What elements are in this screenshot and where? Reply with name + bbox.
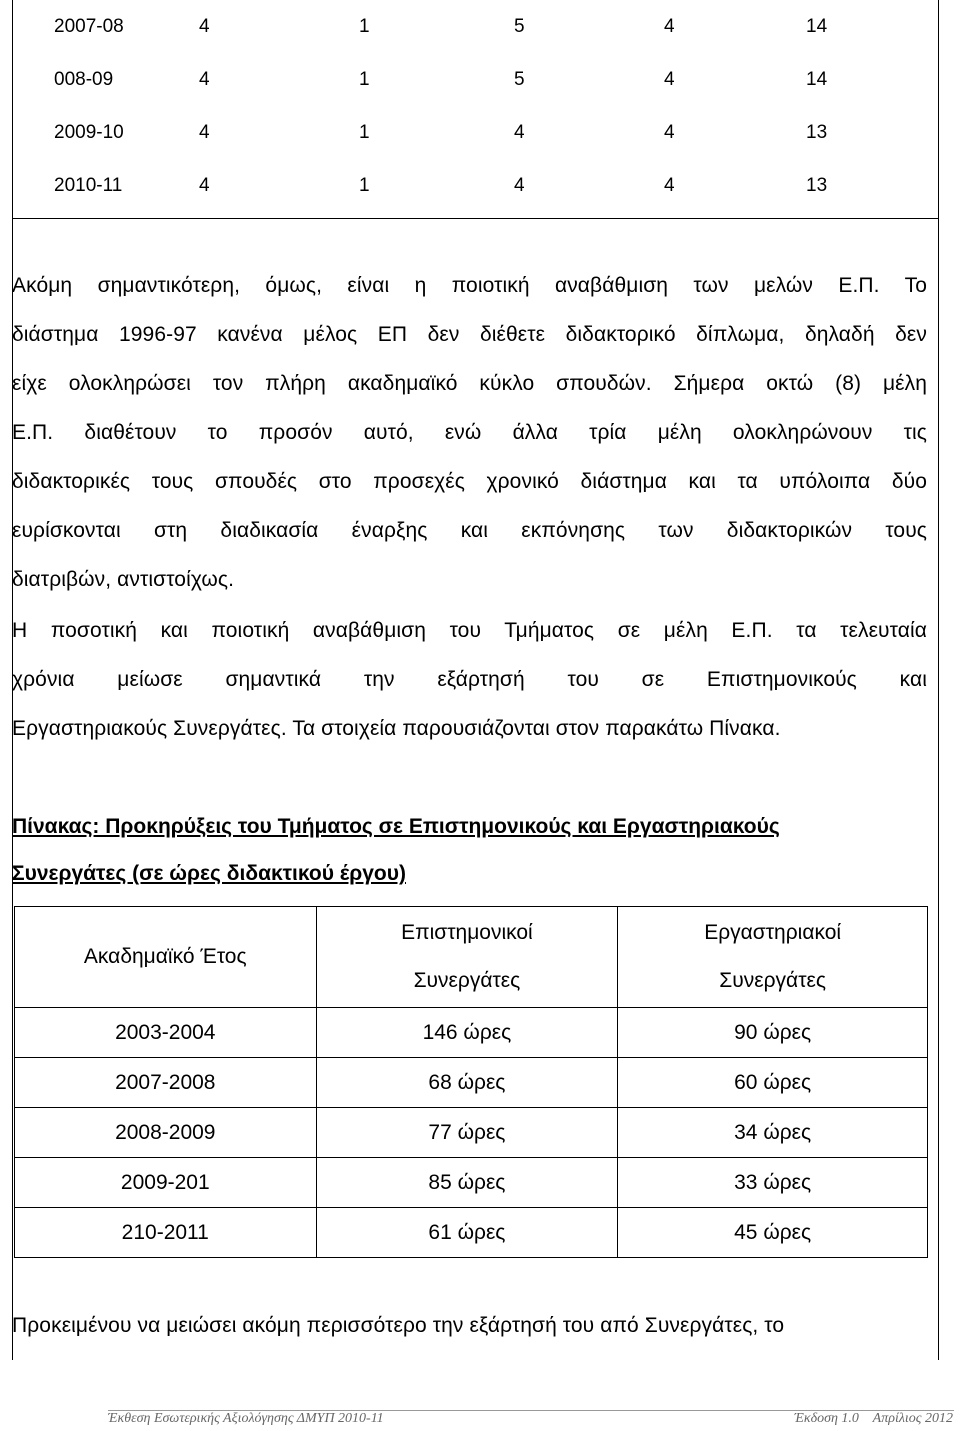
scientific-hours-cell: 77 ώρες <box>316 1108 618 1158</box>
lab-hours-cell: 34 ώρες <box>618 1108 928 1158</box>
table-cell: 4 <box>664 68 675 90</box>
year-cell: 2009-201 <box>15 1158 317 1208</box>
table-cell: 4 <box>514 174 525 196</box>
header-scientific-collaborators: Επιστημονικοί Συνεργάτες <box>316 907 618 1008</box>
paragraph-line: Εργαστηριακούς Συνεργάτες. Τα στοιχεία παρουσιάζονται στον παρακάτω Πίνακα. <box>12 717 781 740</box>
table-cell: 13 <box>806 174 828 196</box>
table-row <box>15 1008 928 1058</box>
table-row <box>12 159 938 212</box>
table-cell: 4 <box>199 15 210 37</box>
caption-line: Συνεργάτες (σε ώρες διδακτικού έργου) <box>12 862 406 885</box>
top-table-continuation <box>12 0 938 212</box>
paragraph-line: διάστημα 1996-97 κανένα μέλος ΕΠ δεν διέθετε διδακτορικό δίπλωμα, δηλαδή δεν <box>12 323 927 346</box>
lab-hours-cell: 45 ώρες <box>618 1208 928 1258</box>
table-cell: 4 <box>199 121 210 143</box>
top-table-bottom-rule <box>12 218 938 219</box>
table-cell: 5 <box>514 15 525 37</box>
collaborators-hours-table <box>14 906 928 1258</box>
year-cell: 2003-2004 <box>15 1008 317 1058</box>
footer-version-date: Έκδοση 1.0 Απρίλιος 2012 <box>794 1411 953 1426</box>
table-cell: 4 <box>199 174 210 196</box>
table-cell: 1 <box>359 121 370 143</box>
scientific-hours-cell: 61 ώρες <box>316 1208 618 1258</box>
lab-hours-cell: 90 ώρες <box>618 1008 928 1058</box>
paragraph-line: Η ποσοτική και ποιοτική αναβάθμιση του Τμήματος σε μέλη Ε.Π. τα τελευταία <box>12 619 927 642</box>
table-cell: 1 <box>359 15 370 37</box>
table-row <box>15 1108 928 1158</box>
paragraph-line: Ε.Π. διαθέτουν το προσόν αυτό, ενώ άλλα τρία μέλη ολοκληρώνουν τις <box>12 421 927 444</box>
table-row <box>12 53 938 106</box>
scientific-hours-cell: 146 ώρες <box>316 1008 618 1058</box>
table-cell: 4 <box>664 174 675 196</box>
paragraph-dependency-reduction <box>12 606 927 753</box>
table-cell: 13 <box>806 121 828 143</box>
table-cell: 1 <box>359 68 370 90</box>
table-cell: 2009-10 <box>54 121 124 143</box>
paragraph-line: χρόνια μείωσε σημαντικά την εξάρτησή του σε Επιστημονικούς και <box>12 668 927 691</box>
lab-hours-cell: 33 ώρες <box>618 1158 928 1208</box>
table-cell: 4 <box>664 15 675 37</box>
table-cell: 4 <box>664 121 675 143</box>
header-lab-collaborators: Εργαστηριακοί Συνεργάτες <box>618 907 928 1008</box>
paragraph-line: είχε ολοκληρώσει τον πλήρη ακαδημαϊκό κύκλο σπουδών. Σήμερα οκτώ (8) μέλη <box>12 372 927 395</box>
table-caption <box>12 803 932 897</box>
paragraph-line: διδακτορικές τους σπουδές στο προσεχές χρονικό διάστημα και τα υπόλοιπα δύο <box>12 470 927 493</box>
page-footer <box>108 1411 953 1431</box>
table-row <box>12 106 938 159</box>
table-row <box>15 1158 928 1208</box>
paragraph-line: Προκειμένου να μειώσει ακόμη περισσότερο την εξάρτησή του από Συνεργάτες, το <box>12 1314 785 1337</box>
lab-hours-cell: 60 ώρες <box>618 1058 928 1108</box>
table-cell: 2007-08 <box>54 15 124 37</box>
paragraph-line: Ακόμη σημαντικότερη, όμως, είναι η ποιοτική αναβάθμιση των μελών Ε.Π. Το <box>12 274 927 297</box>
table-cell: 008-09 <box>54 68 114 90</box>
year-cell: 2007-2008 <box>15 1058 317 1108</box>
year-cell: 210-2011 <box>15 1208 317 1258</box>
table-cell: 14 <box>806 15 828 37</box>
table-cell: 14 <box>806 68 828 90</box>
table-cell: 2010-11 <box>54 174 123 196</box>
table-cell: 5 <box>514 68 525 90</box>
table-cell: 1 <box>359 174 370 196</box>
year-cell: 2008-2009 <box>15 1108 317 1158</box>
paragraph-line: ευρίσκονται στη διαδικασία έναρξης και εκπόνησης των διδακτορικών τους <box>12 519 927 542</box>
header-academic-year: Ακαδημαϊκό Έτος <box>15 907 317 1008</box>
table-cell: 4 <box>514 121 525 143</box>
paragraph-quality-upgrade <box>12 261 927 604</box>
table-row <box>15 1058 928 1108</box>
scientific-hours-cell: 85 ώρες <box>316 1158 618 1208</box>
scientific-hours-cell: 68 ώρες <box>316 1058 618 1108</box>
closing-paragraph <box>12 1301 927 1350</box>
footer-report-title: Έκθεση Εσωτερικής Αξιολόγησης ΔΜΥΠ 2010-11 <box>108 1411 384 1426</box>
caption-line: Πίνακας: Προκηρύξεις του Τμήματος σε Επιστημονικούς και Εργαστηριακούς <box>12 815 780 838</box>
right-margin-rule <box>938 0 939 1360</box>
table-header-row <box>15 907 928 1008</box>
table-row <box>15 1208 928 1258</box>
table-row <box>12 0 938 53</box>
table-cell: 4 <box>199 68 210 90</box>
paragraph-line: διατριβών, αντιστοίχως. <box>12 568 235 591</box>
